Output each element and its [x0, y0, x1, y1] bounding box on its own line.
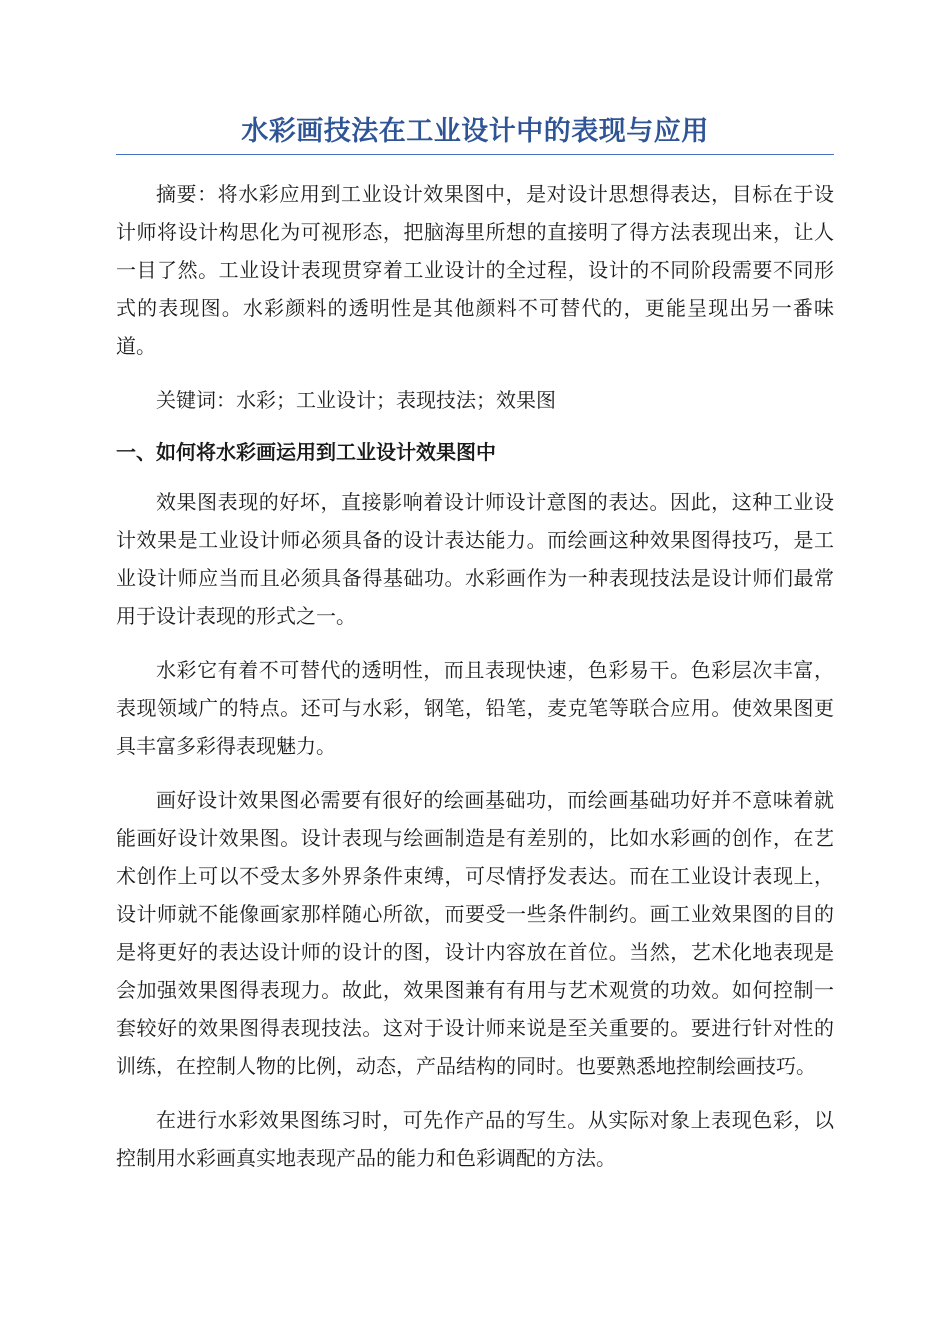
- body-paragraph: 画好设计效果图必需要有很好的绘画基础功，而绘画基础功好并不意味着就能画好设计效果图。设计表现与绘画制造是有差别的，比如水彩画的创作，在艺术创作上可以不受太多外界条件束缚，可尽情抒发表达。而在工业设计表现上，设计师就不能像画家那样随心所欲，而要受一些条件制约。画工业效果图的目的是将更好的表达设计师的设计的图，设计内容放在首位。当然，艺术化地表现是会加强效果图得表现力。故此，效果图兼有有用与艺术观赏的功效。如何控制一套较好的效果图得表现技法。这对于设计师来说是至关重要的。要进行针对性的训练，在控制人物的比例，动态，产品结构的同时。也要熟悉地控制绘画技巧。: [116, 788, 834, 1078]
- document-page: [116, 110, 834, 1193]
- body-paragraph: 水彩它有着不可替代的透明性，而且表现快速，色彩易干。色彩层次丰富，表现领域广的特点。还可与水彩，钢笔，铅笔，麦克笔等联合应用。使效果图更具丰富多彩得表现魅力。: [116, 658, 834, 758]
- abstract-paragraph: 摘要：将水彩应用到工业设计效果图中，是对设计思想得表达，目标在于设计师将设计构思化为可视形态，把脑海里所想的直接明了得方法表现出来，让人一目了然。工业设计表现贯穿着工业设计的全过程，设计的不同阶段需要不同形式的表现图。水彩颜料的透明性是其他颜料不可替代的，更能呈现出另一番味道。: [116, 182, 834, 358]
- section-heading: 一、如何将水彩画运用到工业设计效果图中: [116, 440, 496, 464]
- keywords-line: 关键词：水彩；工业设计；表现技法；效果图: [156, 388, 556, 412]
- body-paragraph: 在进行水彩效果图练习时，可先作产品的写生。从实际对象上表现色彩，以控制用水彩画真实地表现产品的能力和色彩调配的方法。: [116, 1108, 834, 1170]
- document-title: 水彩画技法在工业设计中的表现与应用: [116, 110, 834, 155]
- body-paragraph: 效果图表现的好坏，直接影响着设计师设计意图的表达。因此，这种工业设计效果是工业设计师必须具备的设计表达能力。而绘画这种效果图得技巧，是工业设计师应当而且必须具备得基础功。水彩画作为一种表现技法是设计师们最常用于设计表现的形式之一。: [116, 490, 834, 628]
